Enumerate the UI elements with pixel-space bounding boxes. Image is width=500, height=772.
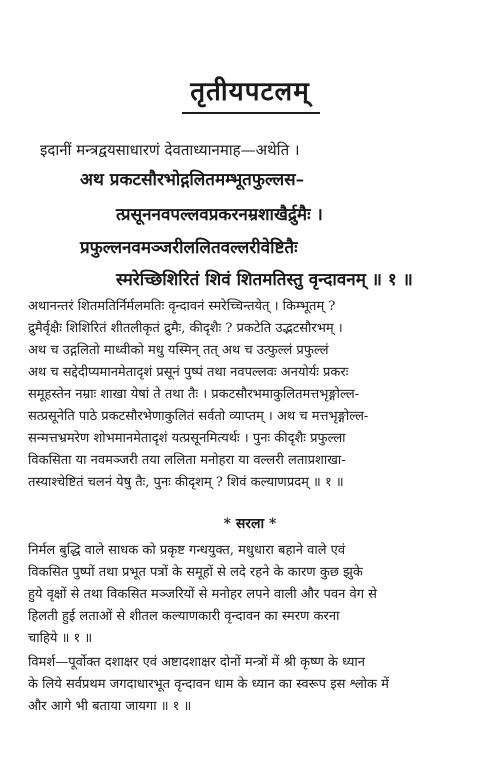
verse-line-2: त्प्रसूननवपल्लवप्रकरनम्रशाखैर्द्रुमैः । (116, 205, 323, 225)
sarala-line: निर्मल बुद्धि वाले साधक को प्रकृष्ट गन्धयुक्त, मधुधारा बहाने वाले एवं (28, 543, 346, 558)
verse-line-3: प्रफुल्लनवमञ्जरीललितवल्लरीवेष्टितैः (80, 238, 298, 258)
sarala-line: चाहिये ॥ १ ॥ (28, 631, 93, 646)
sarala-line: हिलती हुई लताओं से शीतल कल्याणकारी वृन्दावन का स्मरण करना (28, 609, 340, 624)
sarala-line: विकसित पुष्पों तथा प्रभूत पत्रों के समूहों से लदे रहने के कारण कुछ झुके (28, 565, 363, 580)
title-underline (182, 112, 320, 114)
commentary-line: समूहस्तेन नम्राः शाखा येषां ते तथा तैः । प्रकटसौरभमाकुलितमत्तभृङ्गोल्ल- (28, 387, 360, 402)
verse-line-4: स्मरेच्छिशिरितं शिवं शितमतिस्तु वृन्दावनम् ॥ १ ॥ (116, 270, 413, 290)
sarala-heading: * सरला * (223, 516, 277, 532)
sanskrit-commentary (28, 296, 476, 494)
intro-line: इदानीं मन्त्रद्वयसाधारणं देवताध्यानमाह—अथेति । (40, 141, 300, 159)
commentary-line: अथ च उद्गलितो माध्वीको मधु यस्मिन् तत् अथ च उत्फुल्लं प्रफुल्लं (28, 343, 329, 358)
vimarsh-line: और आगे भी बताया जायगा ॥ १ ॥ (28, 699, 192, 714)
chapter-title: तृतीयपटलम् (190, 77, 310, 107)
commentary-line: अथ च सद्देदीप्यमानमेतादृशं प्रसूनं पुष्पं तथा नवपल्लवः अनयोर्यः प्रकरः (28, 365, 349, 380)
commentary-line: तस्याश्चेष्टितं चलनं येषु तैः, पुनः कीदृशम् ? शिवं कल्याणप्रदम् ॥ १ ॥ (28, 475, 344, 490)
commentary-line: विकसिता या नवमञ्जरी तया ललिता मनोहरा या वल्लरी लताप्रशाखा- (28, 453, 346, 468)
commentary-line: द्रुमैर्वृक्षैः शिशिरितं शीतलीकृतं द्रुमैः, कीदृशैः ? प्रकटेति उद्भटसौरभम् । (28, 321, 343, 336)
sarala-line: हुये वृक्षों से तथा विकसित मञ्जरियों से मनोहर लपने वाली और पवन वेग से (28, 587, 377, 602)
verse-line-1: अथ प्रकटसौरभोद्गलितमम्भूतफुल्लस– (80, 170, 305, 190)
vimarsh-line: के लिये सर्वप्रथम जगदाधारभूत वृन्दावन धाम के ध्यान का स्वरूप इस श्लोक में (28, 677, 389, 692)
vimarsh-line: विमर्श—पूर्वोक्त दशाक्षर एवं अष्टादशाक्षर दोनों मन्त्रों में श्री कृष्ण के ध्यान (28, 655, 365, 670)
commentary-line: सत्प्रसूनेति पाठे प्रकटसौरभेणाकुलितं सर्वतो व्याप्तम् । अथ च मत्तभृङ्गोल्ल- (28, 409, 369, 424)
vimarsh-note (28, 652, 476, 718)
sarala-explanation (28, 540, 476, 650)
commentary-line: अथानन्तरं शितमतिर्निर्मलमतिः वृन्दावनं स्मरेच्चिन्तयेत् । किम्भूतम् ? (28, 299, 336, 314)
commentary-line: सन्मत्तभ्रमरेण शोभमानमेतादृशं यत्प्रसूनमित्यर्थः । पुनः कीदृशैः प्रफुल्ला (28, 431, 346, 446)
